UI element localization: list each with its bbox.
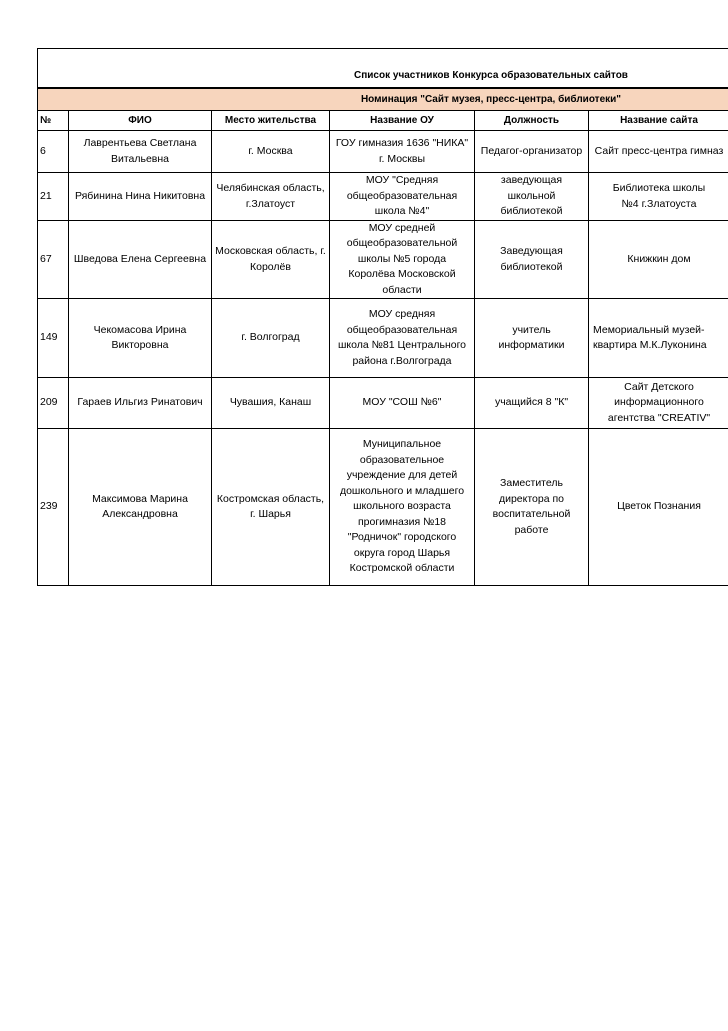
row-site: Библиотека школы №4 г.Златоуста: [612, 182, 706, 210]
row-site: Книжкин дом: [627, 252, 691, 265]
nomination-row: [38, 88, 728, 111]
row-fio: Чекомасова Ирина Викторовна: [69, 299, 212, 377]
row-place: Московская область, г. Королёв: [212, 221, 330, 298]
table-row: [38, 131, 728, 173]
row-position: учитель информатики: [475, 299, 589, 377]
table-row: [38, 429, 728, 586]
col-header-school: Название ОУ: [330, 111, 475, 130]
row-place: Чувашия, Канаш: [212, 378, 330, 428]
row-school: МОУ "Средняя общеобразовательная школа №4": [330, 173, 475, 220]
table-row: [38, 299, 728, 378]
row-place: г. Москва: [212, 131, 330, 172]
row-place: Челябинская область, г.Златоуст: [212, 173, 330, 220]
row-school: МОУ средняя общеобразовательная школа №81 Центрального района г.Волгограда: [330, 299, 475, 377]
row-fio: Лаврентьева Светлана Витальевна: [69, 131, 212, 172]
row-fio: Гараев Ильгиз Ринатович: [69, 378, 212, 428]
row-site: Мемориальный музей-квартира М.К.Луконина: [593, 323, 707, 351]
table-row: [38, 221, 728, 299]
row-school: Муниципальное образовательное учреждение для детей дошкольного и младшего школьного возраста прогимназия №18 "Родничок" городского округа город Шарья Костромской области: [330, 429, 475, 585]
row-number: 149: [38, 299, 69, 377]
row-place: Костромская область, г. Шарья: [212, 429, 330, 585]
row-position: Заведующая библиотекой: [475, 221, 589, 298]
spreadsheet: [37, 48, 728, 586]
row-site: Сайт пресс-центра гимназ: [594, 144, 724, 157]
row-number: 239: [38, 429, 69, 585]
nomination-title: Номинация "Сайт музея, пресс-центра, библиотеки": [360, 94, 622, 105]
row-school: МОУ средней общеобразовательной школы №5 города Королёва Московской области: [330, 221, 475, 298]
row-site: Сайт Детского информационного агентства "CREATIV": [607, 380, 711, 424]
header-row: [38, 111, 728, 131]
row-school: МОУ "СОШ №6": [330, 378, 475, 428]
row-position: Заместитель директора по воспитательной работе: [475, 429, 589, 585]
row-number: 21: [38, 173, 69, 220]
col-header-number: №: [38, 111, 69, 130]
row-fio: Рябинина Нина Никитовна: [69, 173, 212, 220]
row-school: ГОУ гимназия 1636 "НИКА" г. Москвы: [330, 131, 475, 172]
table-row: [38, 173, 728, 221]
row-fio: Максимова Марина Александровна: [69, 429, 212, 585]
sheet-title: Список участников Конкурса образовательных сайтов: [354, 70, 628, 81]
row-position: учащийся 8 "К": [475, 378, 589, 428]
col-header-fio: ФИО: [69, 111, 212, 130]
row-number: 209: [38, 378, 69, 428]
row-number: 67: [38, 221, 69, 298]
row-position: Педагог-организатор: [475, 131, 589, 172]
row-fio: Шведова Елена Сергеевна: [69, 221, 212, 298]
col-header-place: Место жительства: [212, 111, 330, 130]
row-number: 6: [38, 131, 69, 172]
row-site: Цветок Познания: [617, 500, 701, 513]
col-header-site: Название сайта: [620, 114, 698, 126]
title-row: [38, 49, 728, 88]
col-header-position: Должность: [475, 111, 589, 130]
table-row: [38, 378, 728, 429]
row-position: заведующая школьной библиотекой: [475, 173, 589, 220]
row-place: г. Волгоград: [212, 299, 330, 377]
